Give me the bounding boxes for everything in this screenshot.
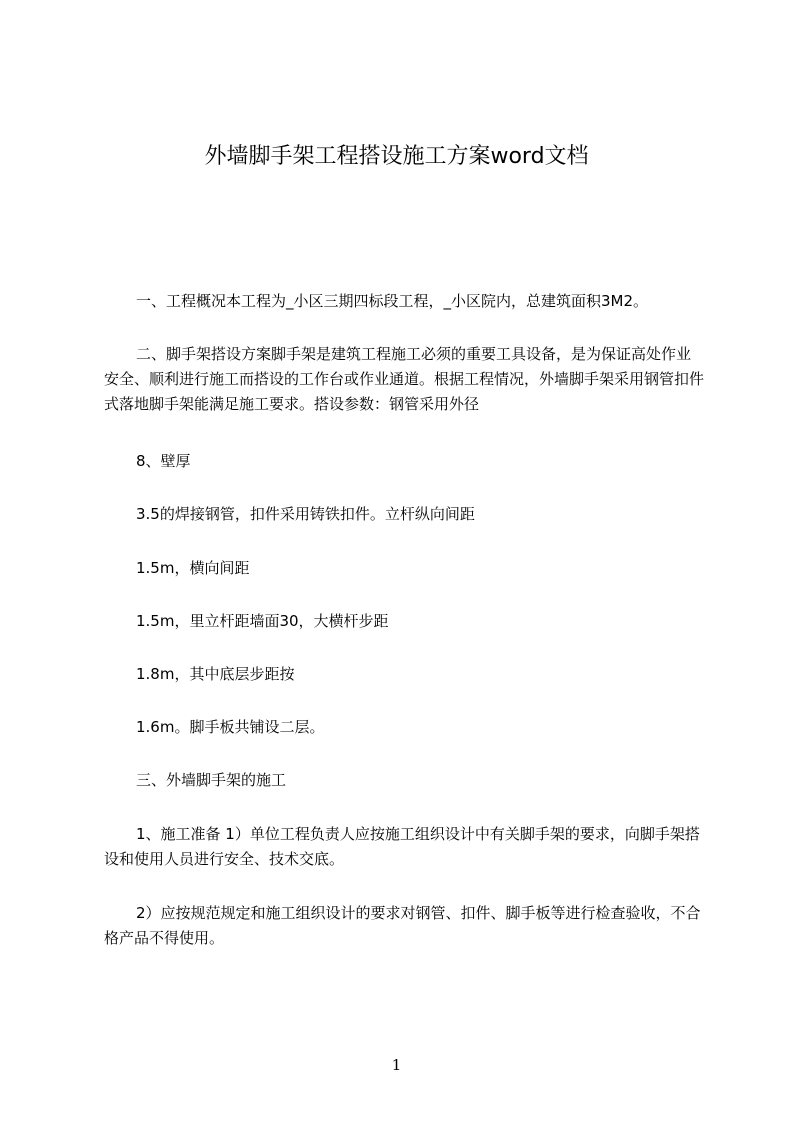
paragraph-pipe-spec: 3.5的焊接钢管，扣件采用铸铁扣件。立杆纵向间距 xyxy=(136,505,475,523)
section-heading-construction: 三、外墙脚手架的施工 xyxy=(136,771,287,789)
paragraph-step-distance: 1.8m，其中底层步距按 xyxy=(136,665,295,683)
paragraph-inspection: 2）应按规范规定和施工组织设计的要求对钢管、扣件、脚手板等进行检查验收，不合格产品不得使用。 xyxy=(104,904,701,947)
paragraph-project-overview: 一、工程概况本工程为_小区三期四标段工程，_小区院内，总建筑面积3M2。 xyxy=(136,292,649,310)
paragraph-preparation: 1、施工准备 1）单位工程负责人应按施工组织设计中有关脚手架的要求，向脚手架搭设和使用人员进行安全、技术交底。 xyxy=(104,825,700,868)
document-title: 外墙脚手架工程搭设施工方案word文档 xyxy=(204,144,589,169)
paragraph-wall-distance: 1.5m，里立杆距墙面30，大横杆步距 xyxy=(136,612,389,630)
paragraph-wall-thickness: 8、壁厚 xyxy=(136,452,191,470)
page-number: 1 xyxy=(391,1056,402,1074)
paragraph-transverse-spacing: 1.5m，横向间距 xyxy=(136,559,250,577)
paragraph-scaffold-boards: 1.6m。脚手板共铺设二层。 xyxy=(136,718,325,736)
paragraph-scaffold-plan: 二、脚手架搭设方案脚手架是建筑工程施工必须的重要工具设备，是为保证高处作业安全、顺利进行施工而搭设的工作台或作业通道。根据工程情况，外墙脚手架采用钢管扣件式落地脚手架能满足施工要求。搭设参数：钢管采用外径 xyxy=(104,345,705,413)
